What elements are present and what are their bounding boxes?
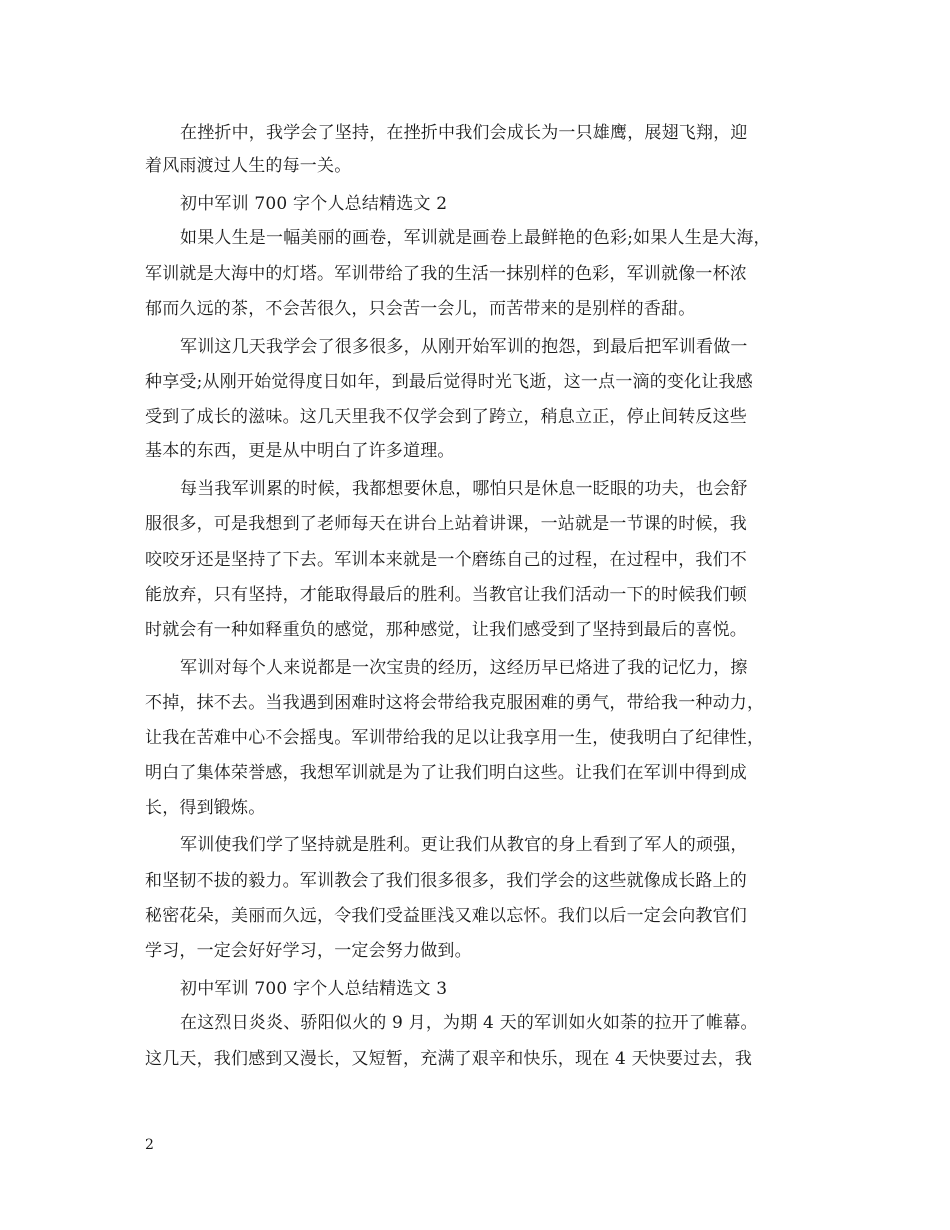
- text-line: 郁而久远的茶，不会苦很久，只会苦一会儿，而苦带来的是别样的香甜。: [145, 299, 696, 319]
- text-line: 和坚韧不拔的毅力。军训教会了我们很多很多，我们学会的这些就像成长路上的: [145, 871, 747, 891]
- text-line: 军训对每个人来说都是一次宝贵的经历，这经历早已烙进了我的记忆力，擦: [180, 658, 748, 678]
- text-line: 时就会有一种如释重负的感觉，那种感觉，让我们感受到了坚持到最后的喜悦。: [145, 620, 747, 640]
- text-line: 如果人生是一幅美丽的画卷，军训就是画卷上最鲜艳的色彩;如果人生是大海，: [180, 228, 771, 248]
- text-line: 受到了成长的滋味。这几天里我不仅学会到了跨立，稍息立正，停止间转反这些: [145, 407, 747, 427]
- text-line: 秘密花朵，美丽而久远，令我们受益匪浅又难以忘怀。我们以后一定会向教官们: [145, 906, 747, 926]
- text-line: 军训这几天我学会了很多很多，从刚开始军训的抱怨，到最后把军训看做一: [180, 337, 748, 357]
- page-number: 2: [145, 1137, 154, 1153]
- text-line: 长，得到锻炼。: [145, 798, 266, 818]
- text-line: 基本的东西，更是从中明白了许多道理。: [145, 441, 455, 461]
- text-line: 在挫折中，我学会了坚持，在挫折中我们会成长为一只雄鹰，展翅飞翔，迎: [180, 123, 748, 143]
- section-heading: 初中军训 700 字个人总结精选文 2: [180, 194, 448, 214]
- text-line: 种享受;从刚开始觉得度日如年，到最后觉得时光飞逝，这一点一滴的变化让我感: [145, 372, 753, 392]
- text-line: 这几天，我们感到又漫长，又短暂，充满了艰辛和快乐，现在 4 天快要过去，我: [145, 1049, 753, 1069]
- text-line: 咬咬牙还是坚持了下去。军训本来就是一个磨练自己的过程，在过程中，我们不: [145, 550, 747, 570]
- text-line: 不掉，抹不去。当我遇到困难时这将会带给我克服困难的勇气，带给我一种动力，: [145, 693, 765, 713]
- text-line: 服很多，可是我想到了老师每天在讲台上站着讲课，一站就是一节课的时候，我: [145, 514, 747, 534]
- text-line: 军训就是大海中的灯塔。军训带给了我的生活一抹别样的色彩，军训就像一杯浓: [145, 264, 747, 284]
- section-heading: 初中军训 700 字个人总结精选文 3: [180, 979, 448, 999]
- text-line: 让我在苦难中心不会摇曳。军训带给我的足以让我享用一生，使我明白了纪律性，: [145, 728, 765, 748]
- text-line: 着风雨渡过人生的每一关。: [145, 156, 352, 176]
- text-line: 在这烈日炎炎、骄阳似火的 9 月，为期 4 天的军训如火如荼的拉开了帷幕。: [180, 1013, 758, 1033]
- text-line: 军训使我们学了坚持就是胜利。更让我们从教官的身上看到了军人的顽强，: [180, 835, 748, 855]
- text-line: 能放弃，只有坚持，才能取得最后的胜利。当教官让我们活动一下的时候我们顿: [145, 585, 747, 605]
- text-line: 学习，一定会好好学习，一定会努力做到。: [145, 941, 472, 961]
- text-line: 每当我军训累的时候，我都想要休息，哪怕只是休息一眨眼的功夫，也会舒: [180, 479, 748, 499]
- text-line: 明白了集体荣誉感，我想军训就是为了让我们明白这些。让我们在军训中得到成: [145, 763, 747, 783]
